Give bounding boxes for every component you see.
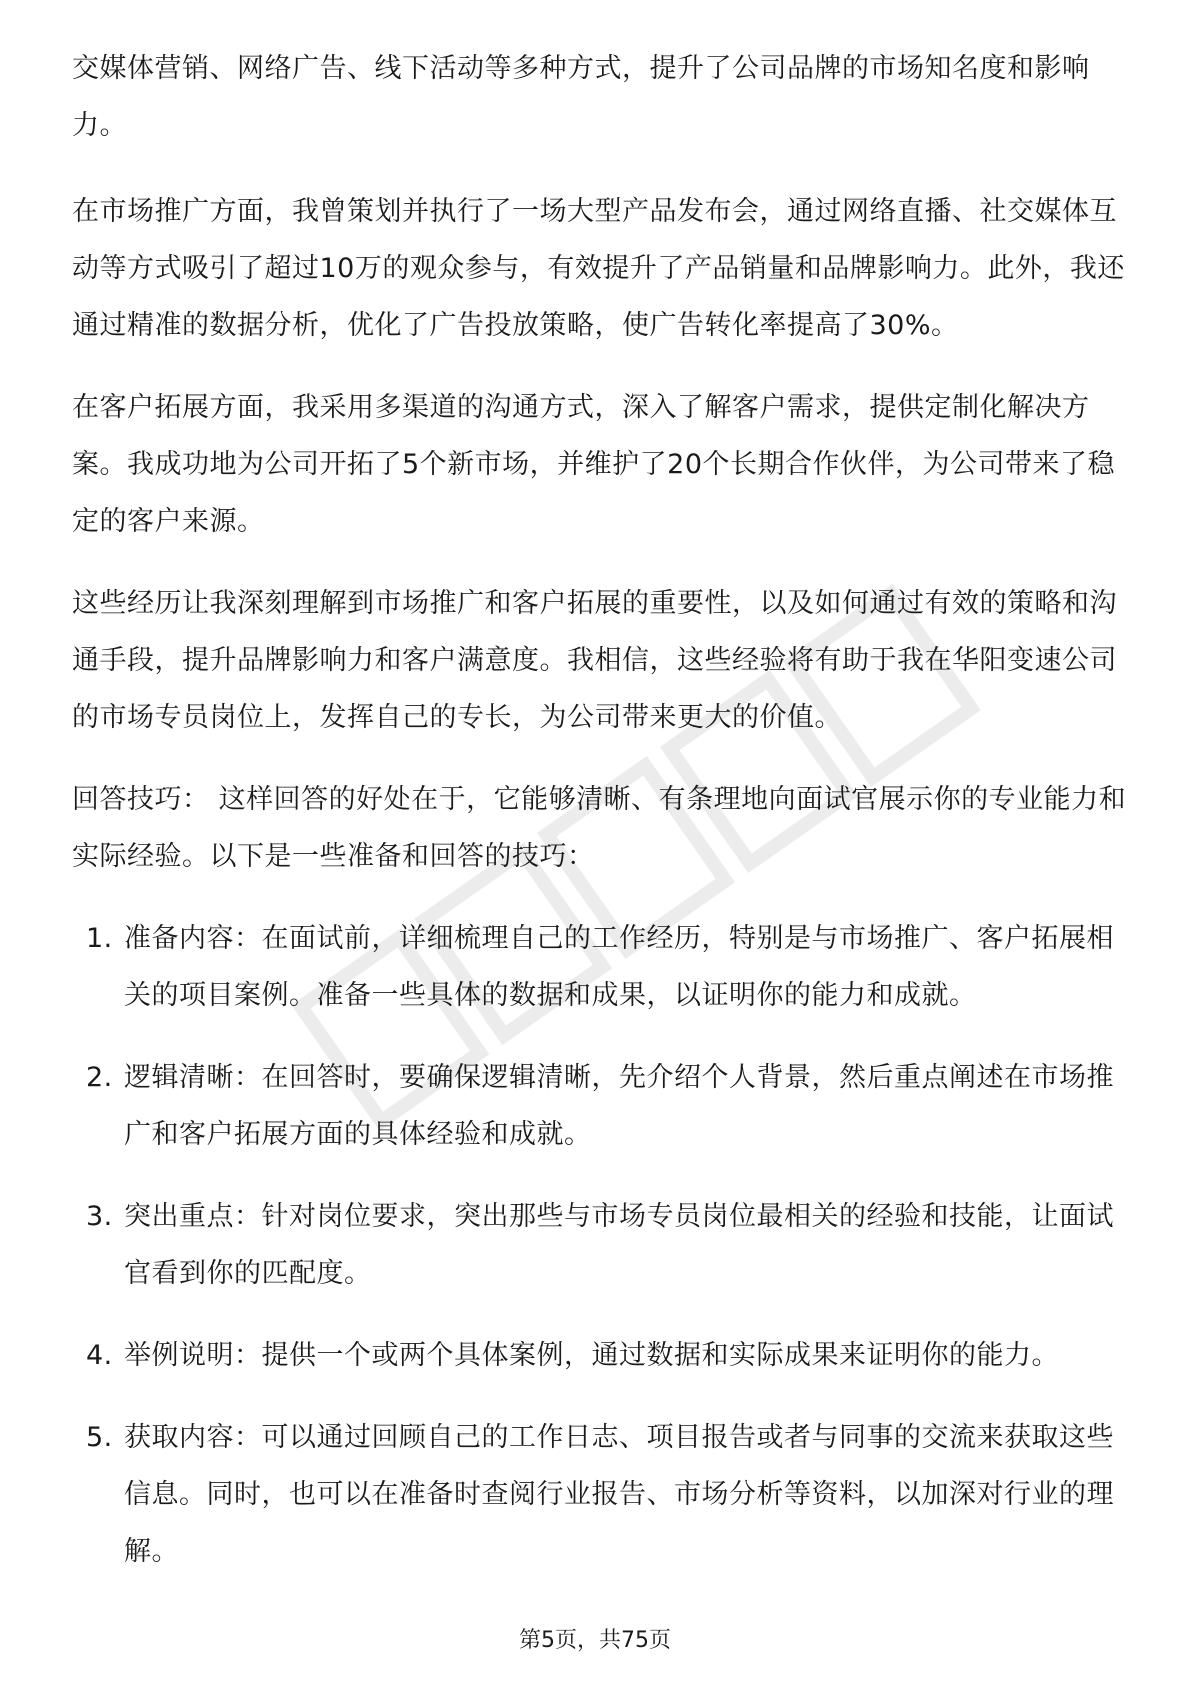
list-item: [72, 1188, 1132, 1302]
list-item-number: 3.: [86, 1201, 113, 1232]
list-item-text: 逻辑清晰：在回答时，要确保逻辑清晰，先介绍个人背景，然后重点阐述在市场推广和客户拓展方面的具体经验和成就。: [124, 1062, 1114, 1150]
paragraph: 回答技巧： 这样回答的好处在于，它能够清晰、有条理地向面试官展示你的专业能力和实际经验。以下是一些准备和回答的技巧：: [72, 784, 1127, 872]
paragraph: 交媒体营销、网络广告、线下活动等多种方式，提升了公司品牌的市场知名度和影响力。: [72, 53, 1090, 141]
list-item-text: 准备内容：在面试前，详细梳理自己的工作经历，特别是与市场推广、客户拓展相关的项目案例。准备一些具体的数据和成果，以证明你的能力和成就。: [124, 923, 1114, 1011]
paragraph: 这些经历让我深刻理解到市场推广和客户拓展的重要性，以及如何通过有效的策略和沟通手段，提升品牌影响力和客户满意度。我相信，这些经验将有助于我在华阳变速公司的市场专员岗位上，发挥自己的专长，为公司带来更大的价值。: [72, 588, 1117, 733]
list-item: [72, 1409, 1132, 1580]
list-item-number: 4.: [86, 1340, 113, 1371]
list-item: [72, 1327, 1132, 1384]
paragraph: 在客户拓展方面，我采用多渠道的沟通方式，深入了解客户需求，提供定制化解决方案。我成功地为公司开拓了5个新市场，并维护了20个长期合作伙伴，为公司带来了稳定的客户来源。: [72, 392, 1116, 537]
paragraph: 在市场推广方面，我曾策划并执行了一场大型产品发布会，通过网络直播、社交媒体互动等方式吸引了超过10万的观众参与，有效提升了产品销量和品牌影响力。此外，我还通过精准的数据分析，优化了广告投放策略，使广告转化率提高了30%。: [72, 196, 1125, 341]
list-item: [72, 910, 1132, 1024]
list-item-number: 2.: [86, 1062, 113, 1093]
tips-list: [72, 910, 1132, 1580]
list-item: [72, 1049, 1132, 1163]
list-item-text: 获取内容：可以通过回顾自己的工作日志、项目报告或者与同事的交流来获取这些信息。同时，也可以在准备时查阅行业报告、市场分析等资料，以加深对行业的理解。: [124, 1422, 1114, 1567]
list-item-text: 突出重点：针对岗位要求，突出那些与市场专员岗位最相关的经验和技能，让面试官看到你的匹配度。: [124, 1201, 1114, 1289]
page-number: 第5页，共75页: [519, 1628, 671, 1653]
list-item-number: 1.: [86, 923, 113, 954]
list-item-text: 举例说明：提供一个或两个具体案例，通过数据和实际成果来证明你的能力。: [124, 1340, 1059, 1371]
list-item-number: 5.: [86, 1422, 113, 1453]
document-body: [72, 40, 1132, 1605]
